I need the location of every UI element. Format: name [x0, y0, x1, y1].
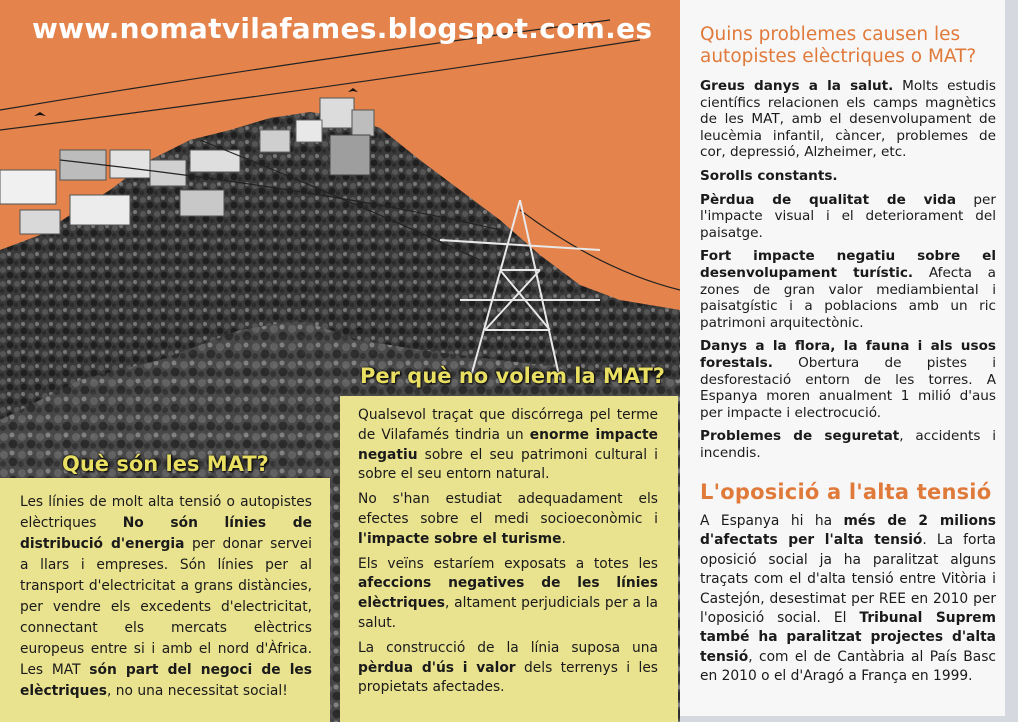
- why-paragraph: Els veïns estaríem exposats a totes les afeccions negatives de les línies elèctriques, altament perjudicials per a la salut.: [358, 555, 658, 631]
- problem-item: Problemes de seguretat, accidents i incendis.: [700, 428, 996, 461]
- problem-item: Danys a la flora, la fauna i als usos forestals. Obertura de pistes i desforestació entorn de les torres. A Espanya moren anualment 1 milió d'aus per impacte i electrocució.: [700, 338, 996, 421]
- problems-list: [700, 78, 996, 468]
- opposition-text: A Espanya hi ha més de 2 milions d'afectats per l'alta tensió. La forta oposició social ja ha paralitzat alguns traçats com el d'alta tensió entre Vitòria i Castejón, desestimat per REE en 2010 per l'oposició social. El Tribunal Suprem també ha paralitzat projectes d'alta tensió, com el de Cantàbria al País Basc en 2010 o el d'Aragó a França en 1999.: [700, 513, 997, 685]
- problem-item: Fort impacte negatiu sobre el desenvolupament turístic. Afecta a zones de gran valor mediambiental i paisatgístic i a poblacions amb un ric patrimoni arquitectònic.: [700, 248, 997, 331]
- problem-item: Greus danys a la salut. Molts estudis científics relacionen els camps magnètics de les MAT, amb el desenvolupament de leucèmia infantil, càncer, problemes de cor, depressió, Alzheimer, etc.: [700, 78, 996, 161]
- problem-item: Pèrdua de qualitat de vida per l'impacte visual i el deteriorament del paisatge.: [700, 191, 996, 241]
- why-not-mat-text: [358, 406, 658, 703]
- right-column: [680, 0, 1018, 722]
- why-paragraph: No s'han estudiat adequadament els efectes sobre el medi socioeconòmic i l'impacte sobre el turisme.: [358, 491, 658, 547]
- problem-item: Sorolls constants.: [700, 167, 838, 184]
- right-border-strip: [1005, 0, 1018, 722]
- opposition-heading: L'oposició a l'alta tensió: [700, 480, 992, 504]
- what-are-mat-heading: Què són les MAT?: [62, 452, 269, 476]
- bottom-border-strip: [680, 716, 1018, 722]
- what-are-mat-text: Les línies de molt alta tensió o autopistes elèctriques No són línies de distribució d'energia per donar servei a llars i empreses. Són línies per al transport d'electricitat a grans distàncies, per vendre els excedents d'electricitat, connectant els mercats elèctrics europeus entre si i amb el nord d'Àfrica. Les MAT són part del negoci de les elèctriques, no una necessitat social!: [20, 494, 312, 699]
- why-not-mat-heading: Per què no volem la MAT?: [360, 364, 665, 388]
- blog-url[interactable]: www.nomatvilafames.blogspot.com.es: [32, 12, 653, 45]
- why-paragraph: La construcció de la línia suposa una pèrdua d'ús i valor dels terrenys i les propietats afectades.: [358, 639, 659, 696]
- why-paragraph: Qualsevol traçat que discórrega pel terme de Vilafamés tindria un enorme impacte negatiu sobre el seu patrimoni cultural i sobre el seu entorn natural.: [358, 407, 658, 483]
- problems-heading: Quins problemes causen les autopistes elèctriques o MAT?: [700, 24, 977, 67]
